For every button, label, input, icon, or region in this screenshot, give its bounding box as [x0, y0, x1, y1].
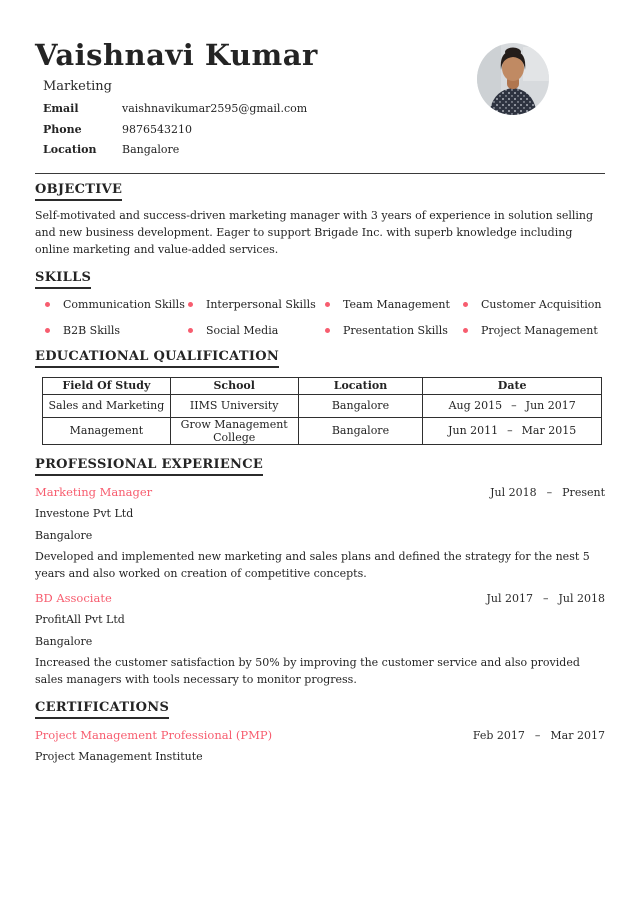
date-end: Jul 2018 [558, 591, 605, 605]
date-dash: – [511, 399, 517, 412]
bullet-icon [463, 328, 468, 333]
bullet-icon [45, 302, 50, 307]
job-company: ProfitAll Pvt Ltd [35, 613, 125, 626]
date-end: Present [562, 485, 605, 499]
experience-entry [35, 485, 605, 582]
certification-issuer: Project Management Institute [35, 750, 203, 763]
person-role: Marketing [43, 79, 112, 94]
date-dash: – [546, 485, 553, 499]
skill-label: Interpersonal Skills [206, 297, 316, 311]
job-location: Bangalore [35, 528, 93, 542]
date-dash: – [507, 424, 513, 437]
column-field-of-study: Field Of Study [43, 377, 171, 394]
skill-label: Presentation Skills [343, 323, 448, 337]
job-description: Increased the customer satisfaction by 50% by improving the customer service and also provided sales managers with tools necessary to monitor progress. [35, 655, 580, 686]
header-divider [35, 173, 605, 174]
skill-item [35, 297, 185, 311]
date-end: Mar 2017 [550, 728, 605, 742]
certification-entry [35, 728, 605, 764]
cell-school: IIMS University [170, 394, 298, 417]
bullet-icon [188, 328, 193, 333]
cell-location: Bangalore [298, 394, 423, 417]
column-location: Location [298, 377, 423, 394]
table-row [43, 417, 602, 444]
cell-location: Bangalore [298, 417, 423, 444]
skill-item [178, 298, 315, 311]
skill-label: Customer Acquisition [481, 297, 602, 311]
table-row [43, 394, 602, 417]
date-start: Jul 2018 [490, 485, 537, 499]
bullet-icon [463, 302, 468, 307]
objective-text: Self-motivated and success-driven marketing manager with 3 years of experience in solution selling and new business development. Eager to support Brigade Inc. with superb knowledge including online marketing and value-added services. [35, 208, 594, 256]
date-start: Jul 2017 [486, 591, 533, 605]
skill-label: Project Management [481, 323, 598, 337]
resume-header [35, 38, 605, 164]
email-label: Email [43, 102, 79, 115]
date-start: Jun 2011 [448, 424, 499, 437]
job-company: Investone Pvt Ltd [35, 507, 134, 520]
certification-entry-header [35, 728, 605, 742]
skill-label: Communication Skills [63, 297, 185, 311]
certification-title: Project Management Professional (PMP) [35, 727, 273, 742]
phone-label: Phone [43, 122, 82, 136]
skill-item [453, 298, 605, 311]
experience-entry-header [35, 485, 605, 499]
education-header-row [43, 377, 602, 394]
location-value: Bangalore [122, 143, 180, 156]
education-table [42, 377, 602, 445]
person-name: Vaishnavi Kumar [35, 38, 318, 72]
job-dates [490, 486, 605, 499]
job-dates [486, 592, 605, 605]
section-title-skills: SKILLS [35, 270, 91, 289]
date-dash: – [542, 591, 549, 605]
cell-field: Management [43, 417, 171, 444]
bullet-icon [188, 302, 193, 307]
skill-label: B2B Skills [63, 323, 121, 337]
skills-grid [35, 298, 605, 337]
skill-item [315, 324, 453, 337]
contact-row-phone [43, 123, 605, 144]
profile-photo-image [477, 43, 549, 115]
section-title-certifications: CERTIFICATIONS [35, 700, 169, 719]
bullet-icon [45, 328, 50, 333]
profile-photo [477, 43, 549, 115]
date-end: Jun 2017 [525, 399, 576, 412]
column-date: Date [423, 377, 602, 394]
section-title-education: EDUCATIONAL QUALIFICATION [35, 349, 279, 368]
job-description: Developed and implemented new marketing and sales plans and defined the strategy for the nest 5 years and also worked on creation of competitive concepts. [35, 549, 590, 580]
location-label: Location [43, 143, 97, 156]
phone-value: 9876543210 [122, 122, 192, 136]
date-start: Aug 2015 [448, 399, 503, 412]
skill-item [315, 298, 453, 311]
date-start: Feb 2017 [472, 728, 525, 742]
skill-item [453, 324, 605, 337]
skill-item [35, 324, 178, 337]
email-value: vaishnavikumar2595@gmail.com [122, 102, 308, 115]
bullet-icon [325, 328, 330, 333]
experience-entry-header [35, 591, 605, 605]
bullet-icon [325, 302, 330, 307]
experience-entry [35, 591, 605, 688]
job-title: Marketing Manager [35, 484, 153, 499]
job-title: BD Associate [35, 590, 112, 605]
section-title-objective: OBJECTIVE [35, 182, 122, 201]
cell-field: Sales and Marketing [43, 394, 171, 417]
section-title-experience: PROFESSIONAL EXPERIENCE [35, 457, 263, 476]
cell-school: Grow Management College [170, 417, 298, 444]
cell-date [423, 417, 602, 444]
skill-label: Team Management [343, 297, 450, 311]
date-end: Mar 2015 [521, 424, 577, 437]
date-dash: – [534, 728, 541, 742]
certification-dates [473, 729, 605, 742]
cell-date [423, 394, 602, 417]
contact-row-location [43, 143, 605, 164]
column-school: School [170, 377, 298, 394]
skill-item [178, 324, 315, 337]
skill-label: Social Media [206, 323, 279, 337]
job-location: Bangalore [35, 634, 93, 648]
